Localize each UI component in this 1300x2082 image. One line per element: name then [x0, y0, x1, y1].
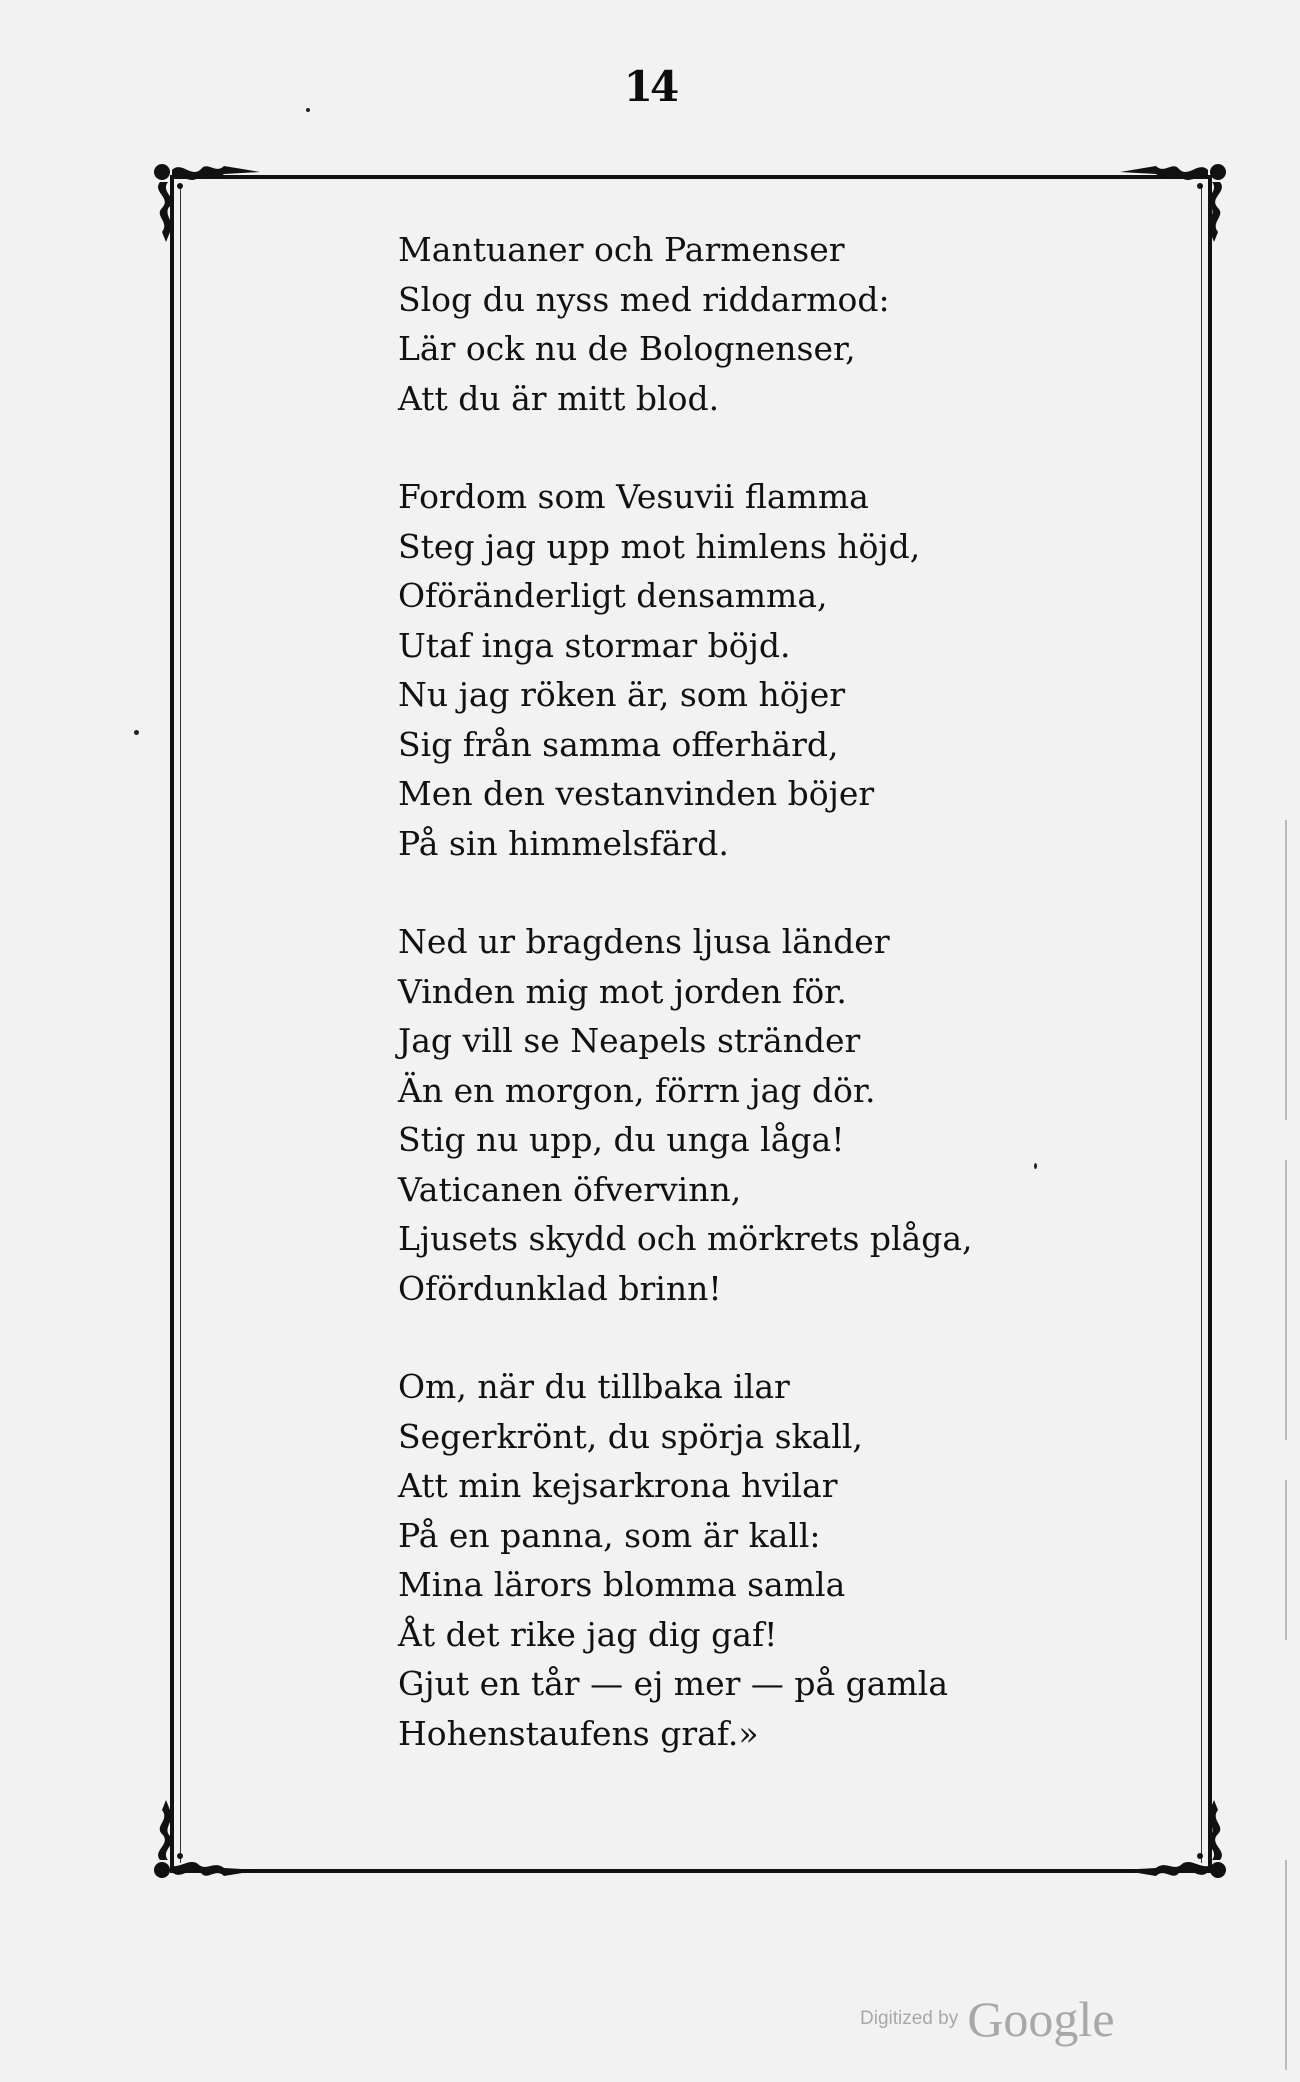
poem-line: Ljusets skydd och mörkrets plåga, [398, 1219, 973, 1258]
poem-line: Att du är mitt blod. [398, 378, 720, 418]
poem-line: Om, när du tillbaka ilar [398, 1367, 790, 1406]
poem-line: Mina lärors blomma samla [398, 1565, 846, 1604]
stanza [398, 1362, 1158, 1758]
poem-line: Men den vestanvinden böjer [398, 774, 875, 813]
scan-edge-line [1285, 1160, 1287, 1440]
poem-line: Mantuaner och Parmenser [398, 230, 845, 269]
corner-ornament-icon [1120, 1800, 1230, 1890]
poem-line: Vaticanen öfvervinn, [398, 1169, 742, 1209]
poem-line: Att min kejsarkrona hvilar [398, 1466, 838, 1505]
poem-line: Sig från samma offerhärd, [398, 724, 839, 764]
poem-line: Slog du nyss med riddarmod: [398, 279, 890, 319]
scan-edge-line [1285, 820, 1287, 1120]
stanza [398, 472, 1158, 868]
stanza [398, 225, 1158, 423]
corner-ornament-icon [150, 152, 260, 242]
ink-speck [306, 108, 310, 112]
page-number: 14 [623, 62, 677, 111]
corner-ornament-icon [150, 1800, 260, 1890]
poem-line: Lär ock nu de Bolognenser, [398, 329, 856, 368]
poem-line: Jag vill se Neapels stränder [398, 1021, 861, 1060]
poem-line: Ned ur bragdens ljusa länder [398, 922, 890, 961]
poem-line: Segerkrönt, du spörja skall, [398, 1416, 863, 1456]
stanza [398, 917, 1158, 1313]
watermark-prefix: Digitized by [860, 2008, 959, 2029]
poem-line: På sin himmelsfärd. [398, 823, 729, 863]
scan-edge-line [1285, 1860, 1287, 2070]
poem-line: Fordom som Vesuvii flamma [398, 477, 869, 516]
poem-line: Åt det rike jag dig gaf! [398, 1614, 778, 1654]
scan-edge-line [1285, 1480, 1287, 1640]
poem-line: Steg jag upp mot himlens höjd, [398, 526, 921, 566]
ink-speck [134, 730, 139, 735]
poem-line: Hohenstaufens graf.» [398, 1713, 759, 1753]
watermark-brand: Google [967, 1991, 1115, 2047]
poem-text [398, 225, 1158, 1807]
digitized-watermark [860, 1990, 1115, 2048]
poem-line: Nu jag röken är, som höjer [398, 675, 846, 714]
poem-line: Stig nu upp, du unga låga! [398, 1120, 845, 1159]
poem-line: Utaf inga stormar böjd. [398, 625, 791, 665]
poem-line: Ofördunklad brinn! [398, 1268, 722, 1308]
poem-line: Än en morgon, förrn jag dör. [398, 1070, 876, 1110]
poem-line: Vinden mig mot jorden för. [398, 971, 847, 1011]
poem-line: Oföränderligt densamma, [398, 576, 828, 615]
poem-line: Gjut en tår — ej mer — på gamla [398, 1664, 948, 1703]
poem-line: På en panna, som är kall: [398, 1515, 821, 1555]
